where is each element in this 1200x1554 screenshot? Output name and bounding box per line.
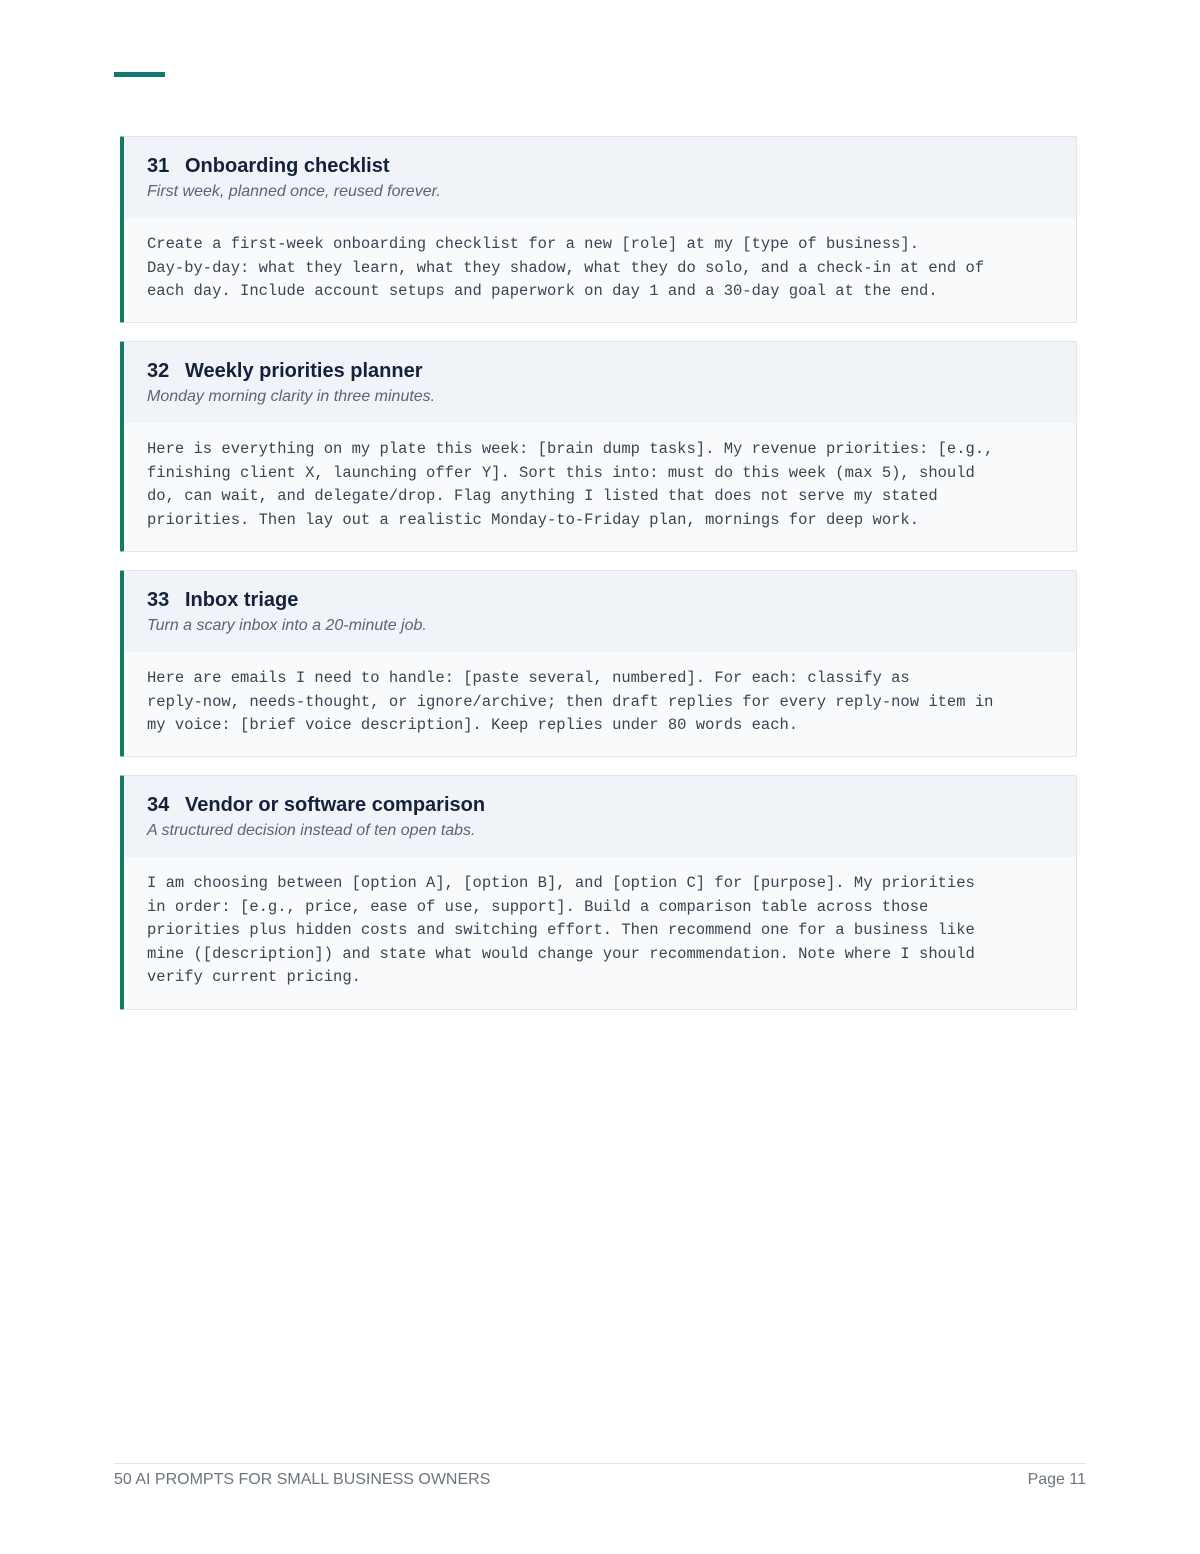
card-subtitle: Turn a scary inbox into a 20-minute job. bbox=[147, 617, 427, 634]
prompt-text: Here is everything on my plate this week: [brain dump tasks]. My revenue priorities: [e.g., finishing client X, launching offer Y]. Sort this into: must do this week (max 5), should do, can wait, and delegate/drop. Flag anything I listed that does not serve my stated priorities. Then lay out a realistic Monday-to-Friday plan, mornings for deep work. bbox=[147, 440, 994, 529]
prompt-card-32 bbox=[120, 341, 1077, 552]
card-title-row bbox=[147, 358, 1052, 384]
card-title-row bbox=[147, 792, 1052, 818]
card-number: 32 bbox=[147, 360, 170, 382]
card-header bbox=[124, 137, 1076, 218]
card-subtitle: Monday morning clarity in three minutes. bbox=[147, 388, 436, 405]
card-title-row bbox=[147, 587, 1052, 613]
prompt-card-31 bbox=[120, 136, 1077, 323]
footer-divider bbox=[114, 1463, 1086, 1464]
prompt-text: I am choosing between [option A], [option B], and [option C] for [purpose]. My priorities in order: [e.g., price, ease of use, support]. Build a comparison table across those priorities plus hidden costs and switching effort. Then recommend one for a business like mine ([description]) and state what would change your recommendation. Note where I should verify current pricing. bbox=[147, 874, 975, 986]
card-title: Vendor or software comparison bbox=[185, 794, 486, 816]
card-subtitle: First week, planned once, reused forever. bbox=[147, 183, 441, 200]
card-title: Weekly priorities planner bbox=[185, 360, 423, 382]
card-number: 34 bbox=[147, 794, 170, 816]
card-title: Onboarding checklist bbox=[185, 155, 390, 177]
card-header bbox=[124, 571, 1076, 652]
prompt-card-33 bbox=[120, 570, 1077, 757]
card-number: 33 bbox=[147, 589, 170, 611]
footer-page-number: Page 11 bbox=[1027, 1471, 1086, 1488]
prompt-text: Here are emails I need to handle: [paste several, numbered]. For each: classify as reply-now, needs-thought, or ignore/archive; then draft replies for every reply-now item in my voice: [brief voice description]. Keep replies under 80 words each. bbox=[147, 669, 994, 734]
card-title: Inbox triage bbox=[185, 589, 299, 611]
prompt-card-34 bbox=[120, 775, 1077, 1010]
card-header bbox=[124, 776, 1076, 857]
card-subtitle: A structured decision instead of ten open tabs. bbox=[147, 822, 476, 839]
card-title-row bbox=[147, 153, 1052, 179]
card-header bbox=[124, 342, 1076, 423]
prompt-text: Create a first-week onboarding checklist for a new [role] at my [type of business]. Day-by-day: what they learn, what they shadow, what they do solo, and a check-in at end of each day. Include account setups and paperwork on day 1 and a 30-day goal at the end. bbox=[147, 235, 985, 300]
card-number: 31 bbox=[147, 155, 170, 177]
accent-bar bbox=[114, 72, 165, 77]
footer-document-title: 50 AI PROMPTS FOR SMALL BUSINESS OWNERS bbox=[114, 1471, 491, 1488]
